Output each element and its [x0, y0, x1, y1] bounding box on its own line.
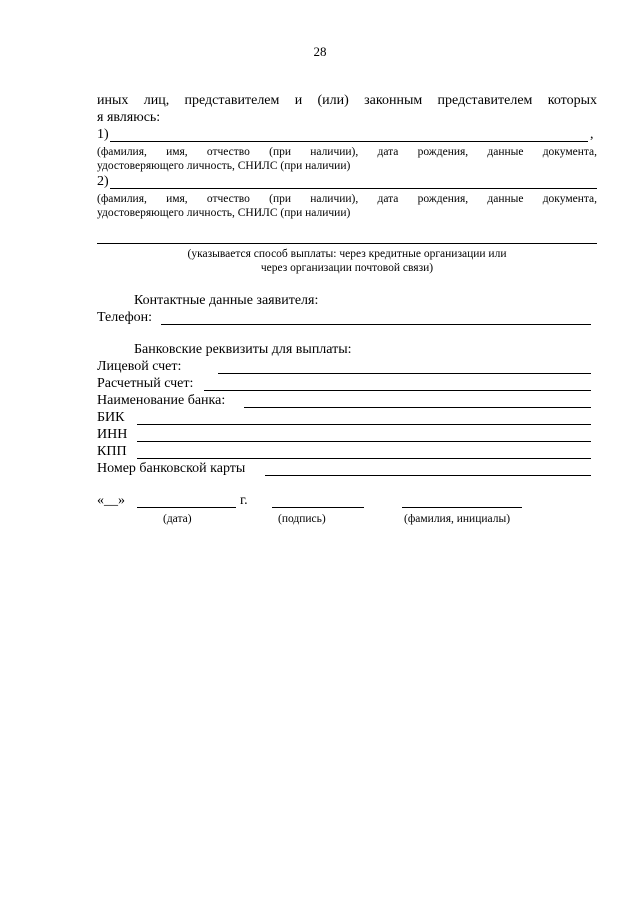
date-caption: (дата): [163, 513, 192, 525]
settlement-account-label: Расчетный счет:: [97, 376, 194, 391]
personal-account-input[interactable]: [218, 373, 591, 374]
bank-field-bik: [97, 410, 593, 426]
bank-name-input[interactable]: [244, 407, 591, 408]
person-1-hint-line-1: (фамилия, имя, отчество (при наличии), дата рождения, данные документа,: [97, 146, 597, 158]
bik-label: БИК: [97, 410, 125, 425]
month-field[interactable]: [137, 507, 236, 508]
year-suffix: г.: [240, 493, 248, 508]
bik-input[interactable]: [137, 424, 591, 425]
settlement-account-input[interactable]: [204, 390, 591, 391]
bank-field-inn: [97, 427, 593, 443]
signature-caption: (подпись): [278, 513, 326, 525]
page-number: 28: [313, 44, 327, 59]
person-1-hint-line-2: удостоверяющего личность, СНИЛС (при наличии): [97, 160, 351, 172]
kpp-label: КПП: [97, 444, 127, 459]
payment-hint-line-2: через организации почтовой связи): [260, 262, 434, 274]
phone-label: Телефон:: [97, 310, 153, 325]
inn-label: ИНН: [97, 427, 128, 442]
person-2-field[interactable]: [110, 188, 597, 189]
full-name-field[interactable]: [402, 507, 522, 508]
kpp-input[interactable]: [137, 458, 591, 459]
person-2-index: 2): [97, 174, 109, 189]
person-1-end-mark: ,: [590, 127, 594, 142]
phone-row: [97, 310, 593, 326]
card-number-label: Номер банковской карты: [97, 461, 246, 476]
card-number-input[interactable]: [265, 475, 591, 476]
bank-field-bank-name: [97, 393, 593, 409]
bank-name-label: Наименование банка:: [97, 393, 226, 408]
person-1-index: 1): [97, 127, 109, 142]
personal-account-label: Лицевой счет:: [97, 359, 182, 374]
payment-hint-line-1: (указывается способ выплаты: через кредитные организации или: [187, 248, 507, 260]
bank-field-card-number: [97, 461, 593, 477]
payment-method-field[interactable]: [97, 243, 597, 244]
day-field[interactable]: «__»: [97, 493, 125, 508]
name-caption: (фамилия, инициалы): [404, 513, 511, 525]
person-2-hint-line-2: удостоверяющего личность, СНИЛС (при наличии): [97, 207, 351, 219]
bank-field-settlement-account: [97, 376, 593, 392]
person-1-field[interactable]: [110, 141, 588, 142]
inn-input[interactable]: [137, 441, 591, 442]
bank-field-kpp: [97, 444, 593, 460]
intro-line-2: я являюсь:: [97, 110, 161, 125]
signature-field[interactable]: [272, 507, 364, 508]
person-2-hint-line-1: (фамилия, имя, отчество (при наличии), дата рождения, данные документа,: [97, 193, 597, 205]
intro-line-1: иных лиц, представителем и (или) законным представителем которых: [97, 93, 597, 108]
bank-heading: Банковские реквизиты для выплаты:: [134, 342, 352, 357]
contacts-heading: Контактные данные заявителя:: [134, 293, 319, 308]
phone-input[interactable]: [161, 324, 591, 325]
bank-field-personal-account: [97, 359, 593, 375]
